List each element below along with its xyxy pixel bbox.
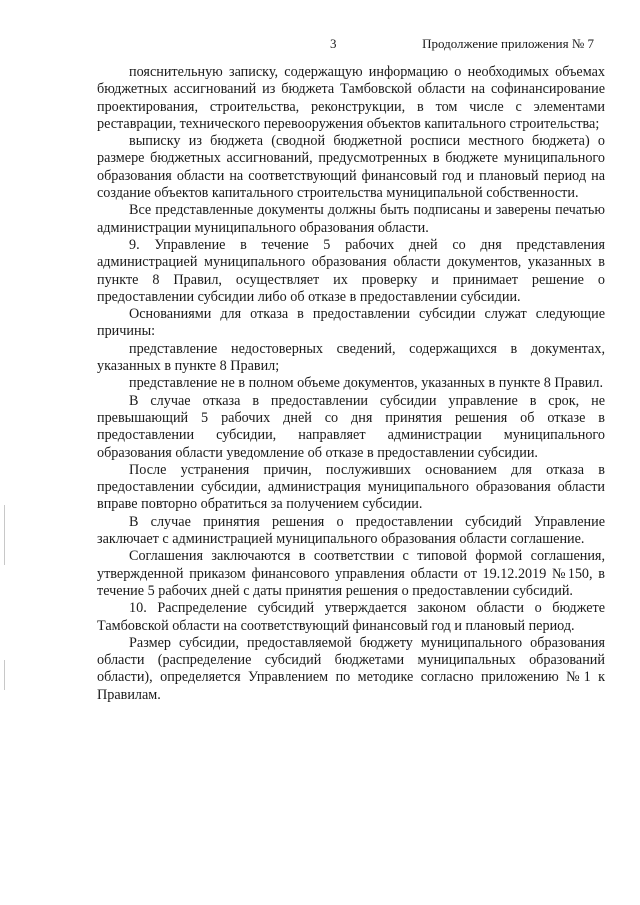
paragraph: Соглашения заключаются в соответствии с типовой формой соглашения, утвержденной приказом финансового управления области от 19.12.2019 №150, в течение 5 рабочих дней с даты принятия решения о предоставлении субсидий. xyxy=(97,548,605,599)
paragraph: пояснительную записку, содержащую информацию о необходимых объемах бюджетных ассигнований из бюджета Тамбовской области на софинансирование проектирования, строительства, реконструкции, в том числе с элементами реставрации, технического перевооружения объектов капитального строительства; xyxy=(97,64,605,132)
paragraph: После устранения причин, послуживших основанием для отказа в предоставлении субсидии, администрация муниципального образования области вправе повторно обратиться за получением субсидии. xyxy=(97,461,605,513)
paragraph: В случае отказа в предоставлении субсидии управление в срок, не превышающий 5 рабочих дней со дня принятия решения об отказе в предоставлении субсидии, направляет администрации муниципального образования области уведомление об отказе в предоставлении субсидии. xyxy=(97,392,605,461)
paragraph: 9. Управление в течение 5 рабочих дней со дня представления администрацией муниципального образования области документов, указанных в пункте 8 Правил, осуществляет их проверку и принимает решение о предоставлении субсидии либо об отказе в предоставлении субсидии. xyxy=(97,236,605,305)
paragraph: представление не в полном объеме документов, указанных в пункте 8 Правил. xyxy=(129,375,603,392)
page-number: 3 xyxy=(330,36,337,51)
scan-margin-mark xyxy=(4,660,5,690)
paragraph: представление недостоверных сведений, содержащихся в документах, указанных в пункте 8 Правил; xyxy=(97,340,605,375)
scan-margin-mark xyxy=(4,505,5,565)
paragraph: В случае принятия решения о предоставлении субсидий Управление заключает с администрацией муниципального образования области соглашение. xyxy=(97,513,605,548)
document-body xyxy=(97,64,605,704)
paragraph: 10. Распределение субсидий утверждается законом области о бюджете Тамбовской области на соответствующий финансовый год и плановый период. xyxy=(97,600,605,634)
appendix-label: Продолжение приложения № 7 xyxy=(422,36,594,51)
paragraph: Размер субсидии, предоставляемой бюджету муниципального образования области (распределение субсидий бюджетами муниципальных образований области), определяется Управлением по методике согласно приложению №1 к Правилам. xyxy=(97,634,605,703)
paragraph: выписку из бюджета (сводной бюджетной росписи местного бюджета) о размере бюджетных ассигнований, предусмотренных в бюджете муниципального образования области на соответствующий финансовый год и плановый период на создание объектов капитального строительства муниципальной собственности. xyxy=(97,133,605,202)
paragraph: Основаниями для отказа в предоставлении субсидии служат следующие причины: xyxy=(97,306,605,340)
paragraph: Все представленные документы должны быть подписаны и заверены печатью администрации муниципального образования области. xyxy=(97,202,605,236)
